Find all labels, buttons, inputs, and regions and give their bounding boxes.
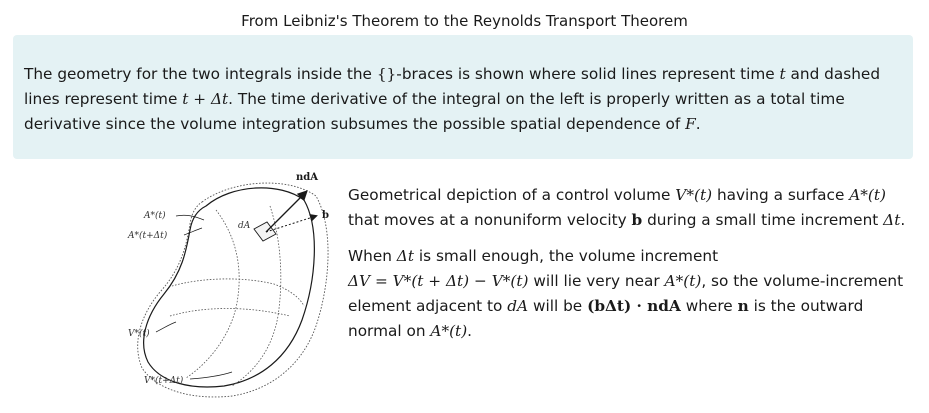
caption-text: will be [528,297,588,315]
label-b: b [322,210,329,221]
caption-math-flux: (bΔt) · ndA [587,297,681,315]
intro-box [13,35,913,159]
caption-text: . [467,322,473,340]
caption-math-A-t: A*(t) [430,322,468,340]
control-volume-diagram [120,166,340,406]
caption-text: is small enough, the volume increment [414,247,719,265]
figure-caption [348,183,908,344]
intro-text: . [695,115,701,133]
caption-text: will lie very near [528,272,665,290]
intro-text: -braces is shown where solid lines represent time [396,65,780,83]
caption-text: Geometrical depiction of a control volume [348,186,676,204]
caption-text: is the outward normal on [348,297,864,340]
label-ndA: ndA [296,172,319,183]
caption-math-A-t: A*(t) [664,272,702,290]
caption-math-n: n [737,297,749,315]
intro-braces: {} [376,65,397,83]
caption-text: during a small time increment [642,211,884,229]
leader-line-V-t [156,322,176,332]
caption-paragraph-2 [348,244,908,344]
page-title: From Leibniz's Theorem to the Reynolds Transport Theorem [241,12,688,30]
label-A-t: A*(t) [144,211,166,221]
intro-math-F: F [685,115,696,133]
caption-text: having a surface [712,186,850,204]
inner-dashed-curve [186,210,239,378]
caption-text: where [680,297,738,315]
caption-text: that moves at a nonuniform velocity [348,211,632,229]
caption-text: . [900,211,906,229]
inner-dashed-curve [172,279,304,306]
inner-dashed-curve [170,309,290,317]
intro-math-t: t [779,65,786,83]
caption-text: When [348,247,397,265]
caption-math-V-t: V*(t) [675,186,713,204]
intro-math-t-plus-dt: t + Δt [182,90,229,108]
leader-line-A-t-plus-dt [184,228,202,235]
label-A-t-plus-dt: A*(t+Δt) [128,231,168,241]
caption-math-b: b [631,211,643,229]
caption-math-A-t: A*(t) [849,186,886,204]
intro-text: and dashed lines represent time [24,65,881,108]
intro-text: The geometry for the two integrals inside the [24,65,377,83]
leader-line-V-t-plus-dt [190,372,232,379]
intro-text: . The time derivative of the integral on the left is properly written as a total time derivative since the volume integration subsumes the possible spatial dependence of [24,90,845,133]
caption-paragraph-1 [348,183,908,233]
caption-math-dt: Δt [883,211,901,229]
leader-line-A-t [176,215,204,220]
label-V-t: V*(t) [128,329,150,339]
caption-text: , so the volume-increment element adjacent to [348,272,904,315]
control-volume-figure [120,166,340,406]
caption-math-dA: dA [507,297,529,315]
caption-math-volume-increment: ΔV = V*(t + Δt) − V*(t) [348,272,529,290]
caption-math-dt: Δt [396,247,414,265]
label-V-t-plus-dt: V*(t+Δt) [144,376,184,386]
surface-t-outline [144,188,315,387]
label-dA: dA [238,221,251,231]
surface-t-plus-dt-outline [138,183,328,397]
